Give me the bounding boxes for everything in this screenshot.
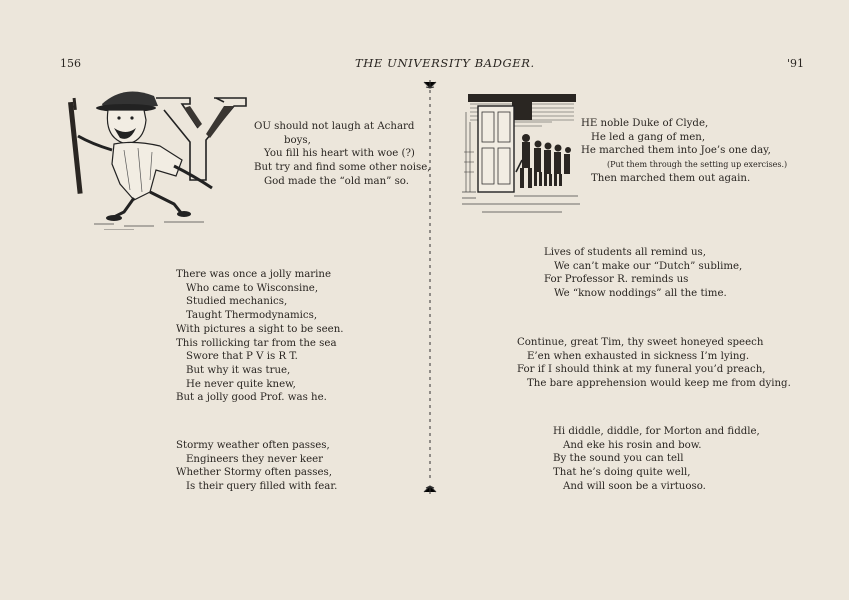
- poem-line: Then marched them out again.: [591, 172, 751, 184]
- poem-line: With pictures a sight to be seen.: [176, 323, 344, 335]
- poem-line: But a jolly good Prof. was he.: [176, 392, 327, 404]
- poem-line: There was once a jolly marine: [176, 269, 332, 280]
- poem-line: Is their query filled with fear.: [186, 481, 338, 493]
- poem-line: God made the “old man” so.: [264, 175, 409, 187]
- poem-hi-diddle: [553, 425, 760, 494]
- poem-stormy-weather: [176, 439, 337, 494]
- poem-line: We can’t make our “Dutch” sublime,: [554, 260, 743, 272]
- poem-line: Lives of students all remind us,: [544, 247, 706, 258]
- poem-line: He led a gang of men,: [591, 131, 706, 143]
- poem-line: Continue, great Tim, thy sweet honeyed speech: [517, 337, 764, 348]
- poem-line: But try and find some other noise,: [254, 162, 431, 174]
- poem-line: You fill his heart with woe (?): [264, 148, 415, 160]
- poem-line: And eke his rosin and bow.: [563, 439, 702, 451]
- poem-line: But why it was true,: [186, 364, 291, 376]
- poem-line: He never quite knew,: [186, 378, 296, 390]
- running-title: THE UNIVERSITY BADGER.: [355, 56, 535, 70]
- poem-line: HE noble Duke of Clyde,: [581, 118, 709, 129]
- poem-stage-direction: (Put them through the setting up exercises.): [607, 160, 788, 170]
- poem-line: We “know noddings” all the time.: [554, 288, 727, 300]
- poem-line: The bare apprehension would keep me from dying.: [527, 378, 791, 390]
- poem-great-tim: [517, 336, 791, 391]
- poem-line: Engineers they never keer: [186, 453, 323, 465]
- ornamental-divider: [420, 78, 440, 498]
- poem-line: Stormy weather often passes,: [176, 440, 330, 451]
- page-number: 156: [60, 57, 81, 70]
- poem-line: Who came to Wisconsine,: [186, 282, 319, 294]
- poem-line: For if I should think at my funeral you’d preach,: [517, 364, 766, 376]
- poem-line: Studied mechanics,: [186, 296, 288, 308]
- poem-line: That he’s doing quite well,: [553, 467, 691, 479]
- poem-line: For Professor R. reminds us: [544, 274, 689, 286]
- poem-line: E’en when exhausted in sickness I’m lying.: [527, 350, 750, 362]
- poem-line: He marched them into Joe’s one day,: [581, 145, 771, 157]
- poem-line: boys,: [284, 134, 311, 146]
- poem-line: Whether Stormy often passes,: [176, 467, 332, 479]
- poem-lives-of-students: [544, 246, 742, 301]
- poem-line: OU should not laugh at Achard: [254, 121, 415, 132]
- poem-line: Hi diddle, diddle, for Morton and fiddle,: [553, 426, 760, 437]
- poem-line: By the sound you can tell: [553, 453, 684, 465]
- poem-line: Swore that P V is R T.: [186, 351, 298, 363]
- caricature-illustration: [64, 80, 254, 230]
- poem-line: And will soon be a virtuoso.: [563, 480, 706, 492]
- poem-duke-of-clyde: [581, 117, 787, 186]
- doorway-marching-illustration: [462, 92, 580, 220]
- poem-achard: [254, 120, 431, 189]
- poem-line: Taught Thermodynamics,: [186, 310, 318, 322]
- year-label: '91: [787, 57, 805, 70]
- poem-line: This rollicking tar from the sea: [176, 337, 337, 349]
- poem-jolly-marine: [176, 268, 344, 405]
